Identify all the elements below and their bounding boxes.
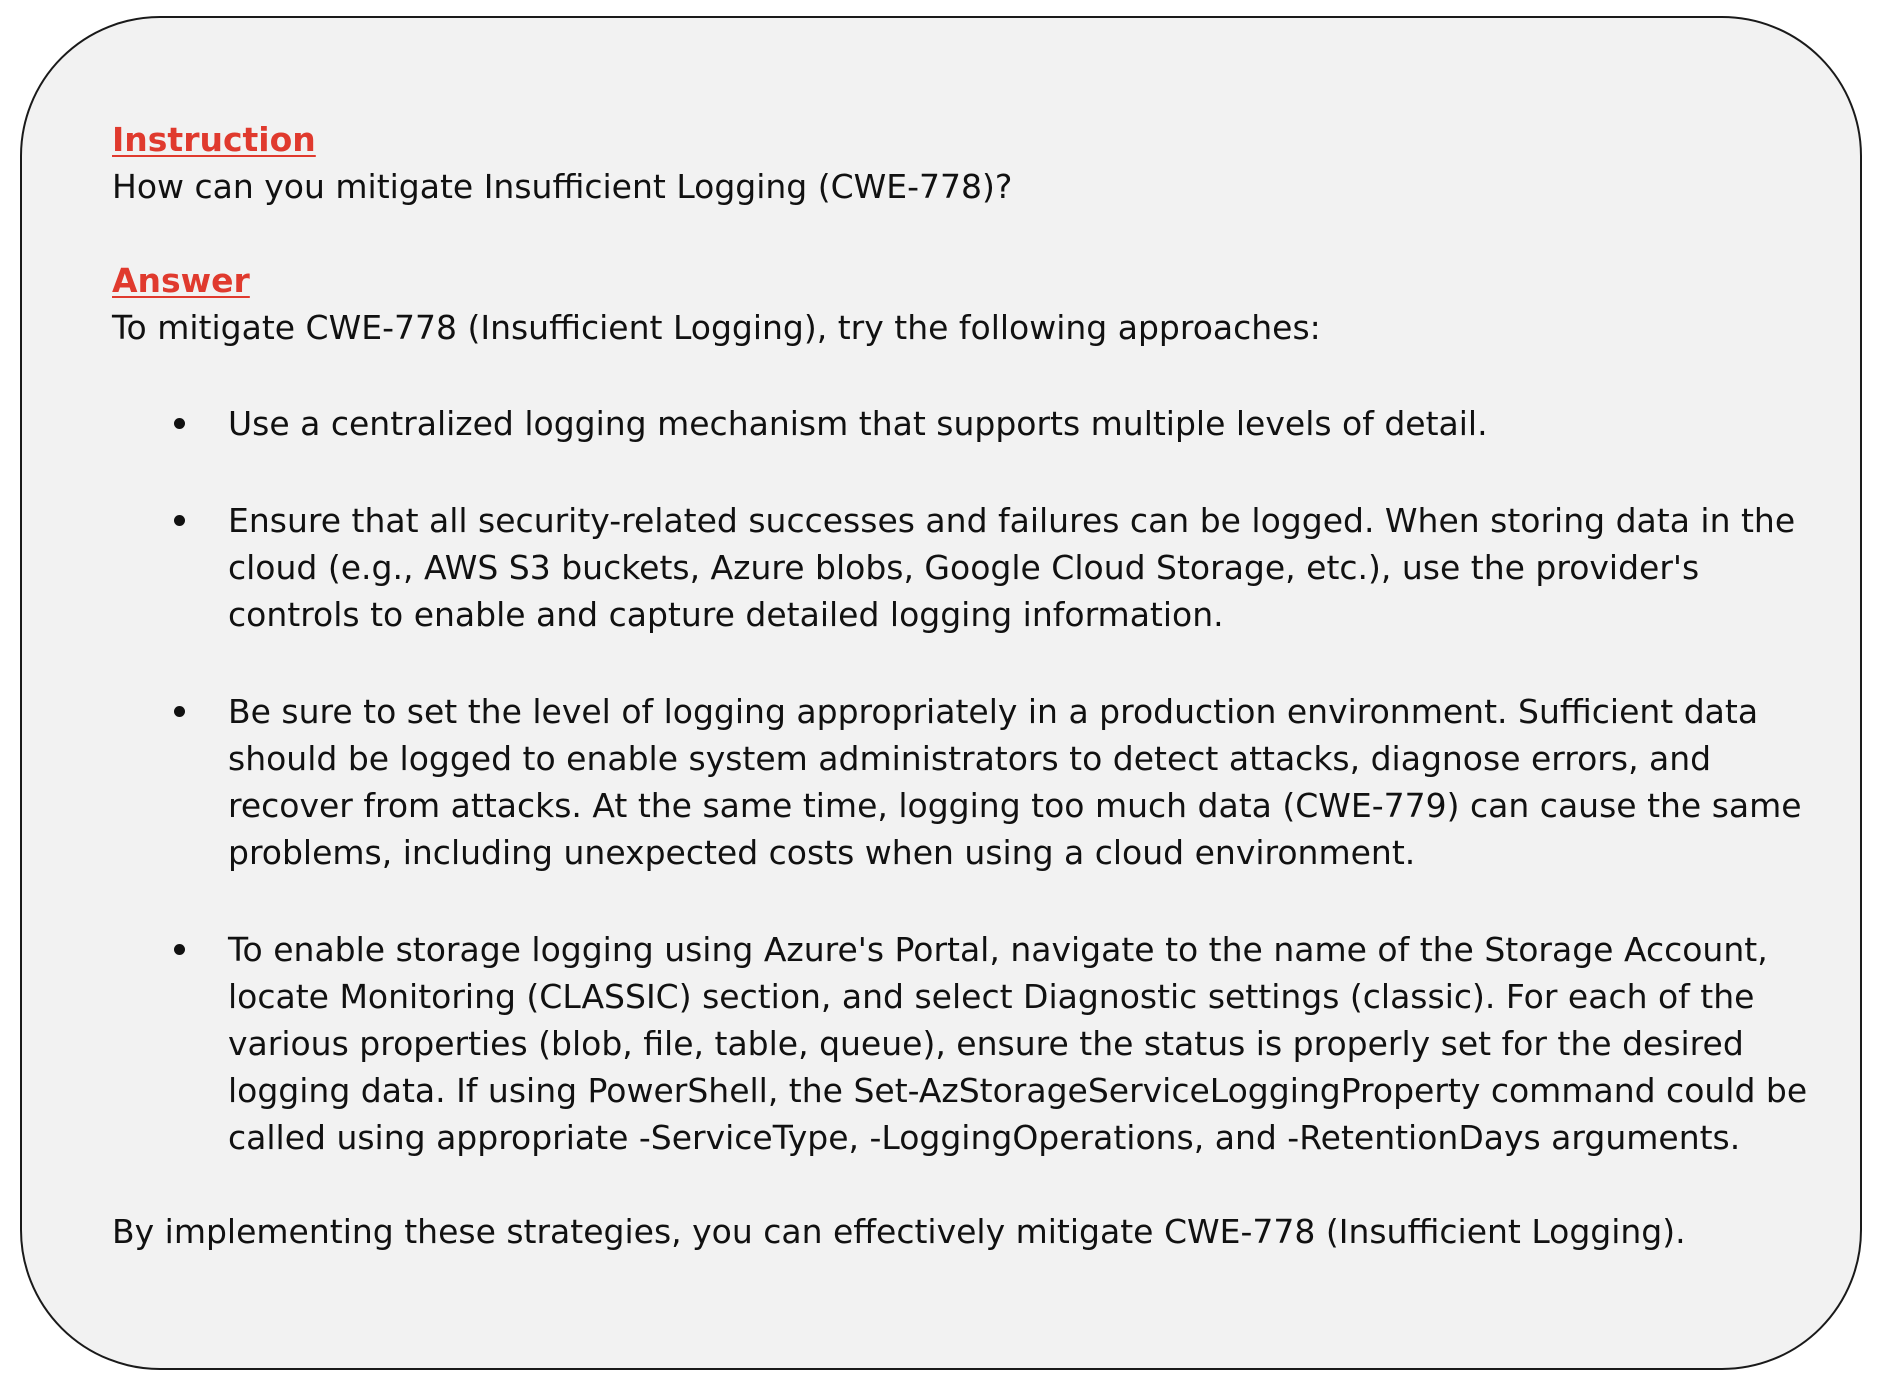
bullet-icon xyxy=(174,706,185,717)
list-item xyxy=(112,497,1812,638)
bullet-icon xyxy=(174,418,185,429)
list-item xyxy=(112,400,1812,447)
list-item-text: Ensure that all security-related successes and failures can be logged. When storing data in the cloud (e.g., AWS S3 buckets, Azure blobs, Google Cloud Storage, etc.), use the provider's controls to enable and capture detailed logging information. xyxy=(228,501,1796,634)
instruction-question: How can you mitigate Insufficient Logging (CWE-778)? xyxy=(112,167,1013,206)
approach-list xyxy=(112,400,1812,1161)
bullet-icon xyxy=(174,515,185,526)
list-item-text: Be sure to set the level of logging appropriately in a production environment. Sufficient data should be logged to enable system administrators to detect attacks, diagnose errors, and recover from attacks. At the same time, logging too much data (CWE-779) can cause the same problems, including unexpected costs when using a cloud environment. xyxy=(228,692,1802,872)
list-item-text: To enable storage logging using Azure's Portal, navigate to the name of the Storage Account, locate Monitoring (CLASSIC) section, and select Diagnostic settings (classic). For each of the various properties (blob, file, table, queue), ensure the status is properly set for the desired logging data. If using PowerShell, the Set-AzStorageServiceLoggingProperty command could be called using appropriate -ServiceType, -LoggingOperations, and -RetentionDays arguments. xyxy=(228,930,1808,1157)
answer-heading: Answer xyxy=(112,261,250,300)
content-card xyxy=(20,16,1862,1370)
list-item xyxy=(112,926,1812,1161)
bullet-icon xyxy=(174,944,185,955)
instruction-heading: Instruction xyxy=(112,120,316,159)
answer-closing: By implementing these strategies, you can effectively mitigate CWE-778 (Insufficient Logging). xyxy=(112,1212,1686,1251)
spacer xyxy=(112,210,1812,257)
card-content xyxy=(112,116,1812,1255)
list-item-text: Use a centralized logging mechanism that supports multiple levels of detail. xyxy=(228,404,1488,443)
list-item xyxy=(112,688,1812,876)
answer-intro: To mitigate CWE-778 (Insufficient Logging), try the following approaches: xyxy=(112,308,1321,347)
